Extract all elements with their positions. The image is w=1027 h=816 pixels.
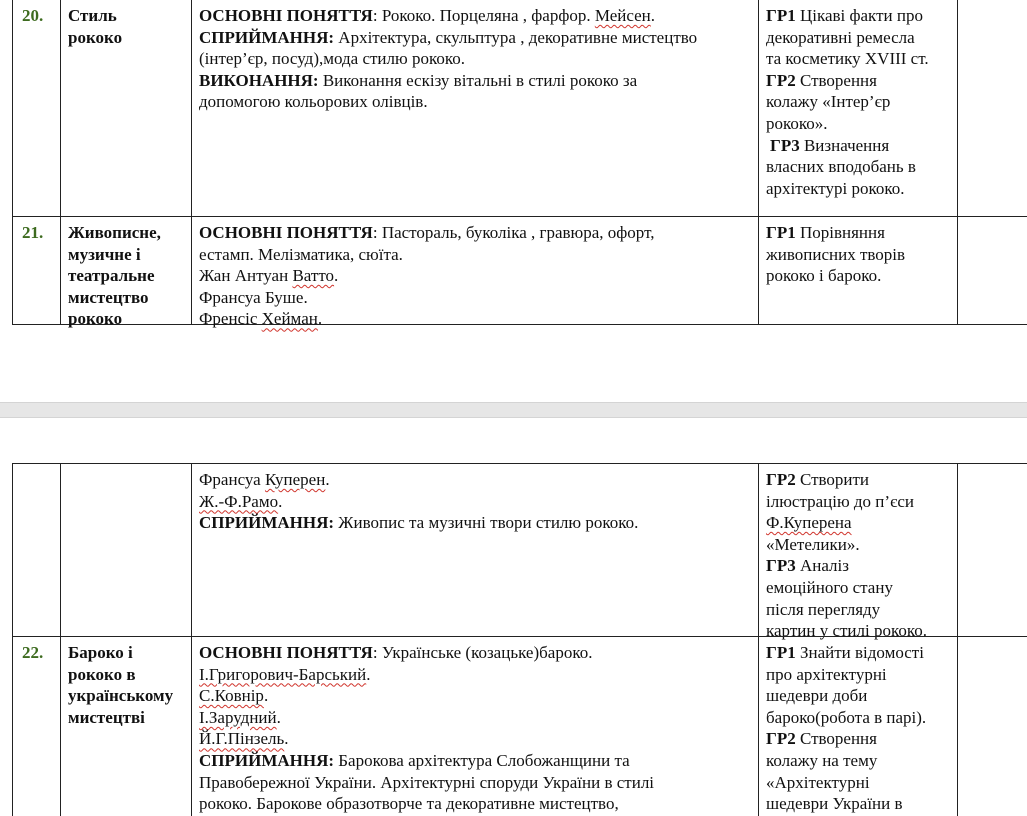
table-row-20 (12, 0, 1027, 217)
lesson-content: Франсуа Куперен. Ж.-Ф.Рамо. СПРИЙМАННЯ: Живопис та музичні твори стилю рококо. (191, 464, 758, 636)
table-row-21 (12, 216, 1027, 329)
lesson-topic: Стиль рококо (60, 0, 191, 216)
lesson-content: ОСНОВНІ ПОНЯТТЯ: Рококо. Порцеляна , фарфор. Мейсен. СПРИЙМАННЯ: Архітектура, скульптура , декоративне мистецтво (інтер’єр, посуд),мода стилю рококо. ВИКОНАННЯ: Виконання ескізу вітальні в стилі рококо за допомогою кольорових олівців. (191, 0, 758, 216)
empty-cell (957, 637, 1027, 816)
group-tasks: ГР1 Знайти відомості про архітектурні шедеври доби бароко(робота в парі). ГР2 Створення колажу на тему «Архітектурні шедеври України в (758, 637, 957, 816)
lesson-content: ОСНОВНІ ПОНЯТТЯ: Українське (козацьке)бароко. І.Григорович-Барський. С.Ковнір. І.Зарудний. Й.Г.Пінзель. СПРИЙМАННЯ: Барокова архітектура Слобожанщини та Правобережної України. Архітектурні споруди України в стилі рококо. Барокове образотворче та декоративне мистецтво, (191, 637, 758, 816)
group-tasks: ГР1 Порівняння живописних творів рококо і бароко. (758, 217, 957, 324)
lesson-topic: Живописне, музичне і театральне мистецтво рококо (60, 217, 191, 324)
lesson-topic: Бароко і рококо в українському мистецтві (60, 637, 191, 816)
page-break (0, 402, 1027, 418)
empty-cell (957, 217, 1027, 324)
lesson-number: 20. (12, 0, 60, 216)
empty-cell (957, 464, 1027, 636)
lesson-number: 22. (12, 637, 60, 816)
empty-cell (957, 0, 1027, 216)
lesson-content: ОСНОВНІ ПОНЯТТЯ: Пастораль, буколіка , гравюра, офорт, естамп. Мелізматика, сюїта. Жан Антуан Ватто. Франсуа Буше. Френсіс Хейман. (191, 217, 758, 324)
lesson-number: 21. (12, 217, 60, 324)
table-row-22 (12, 636, 1027, 816)
table-row-21-continued (12, 463, 1027, 641)
document-page-2 (0, 418, 1027, 816)
empty-cell (12, 464, 60, 636)
group-tasks: ГР1 Цікаві факти про декоративні ремесла та косметику XVIII ст. ГР2 Створення колажу «Інтер’єр рококо». ГР3 Визначення власних вподобань в архітектурі рококо. (758, 0, 957, 216)
empty-cell (60, 464, 191, 636)
group-tasks: ГР2 Створити ілюстрацію до п’єси Ф.Куперена «Метелики». ГР3 Аналіз емоційного стану після перегляду картин у стилі рококо. (758, 464, 957, 636)
document-page-1 (0, 0, 1027, 402)
